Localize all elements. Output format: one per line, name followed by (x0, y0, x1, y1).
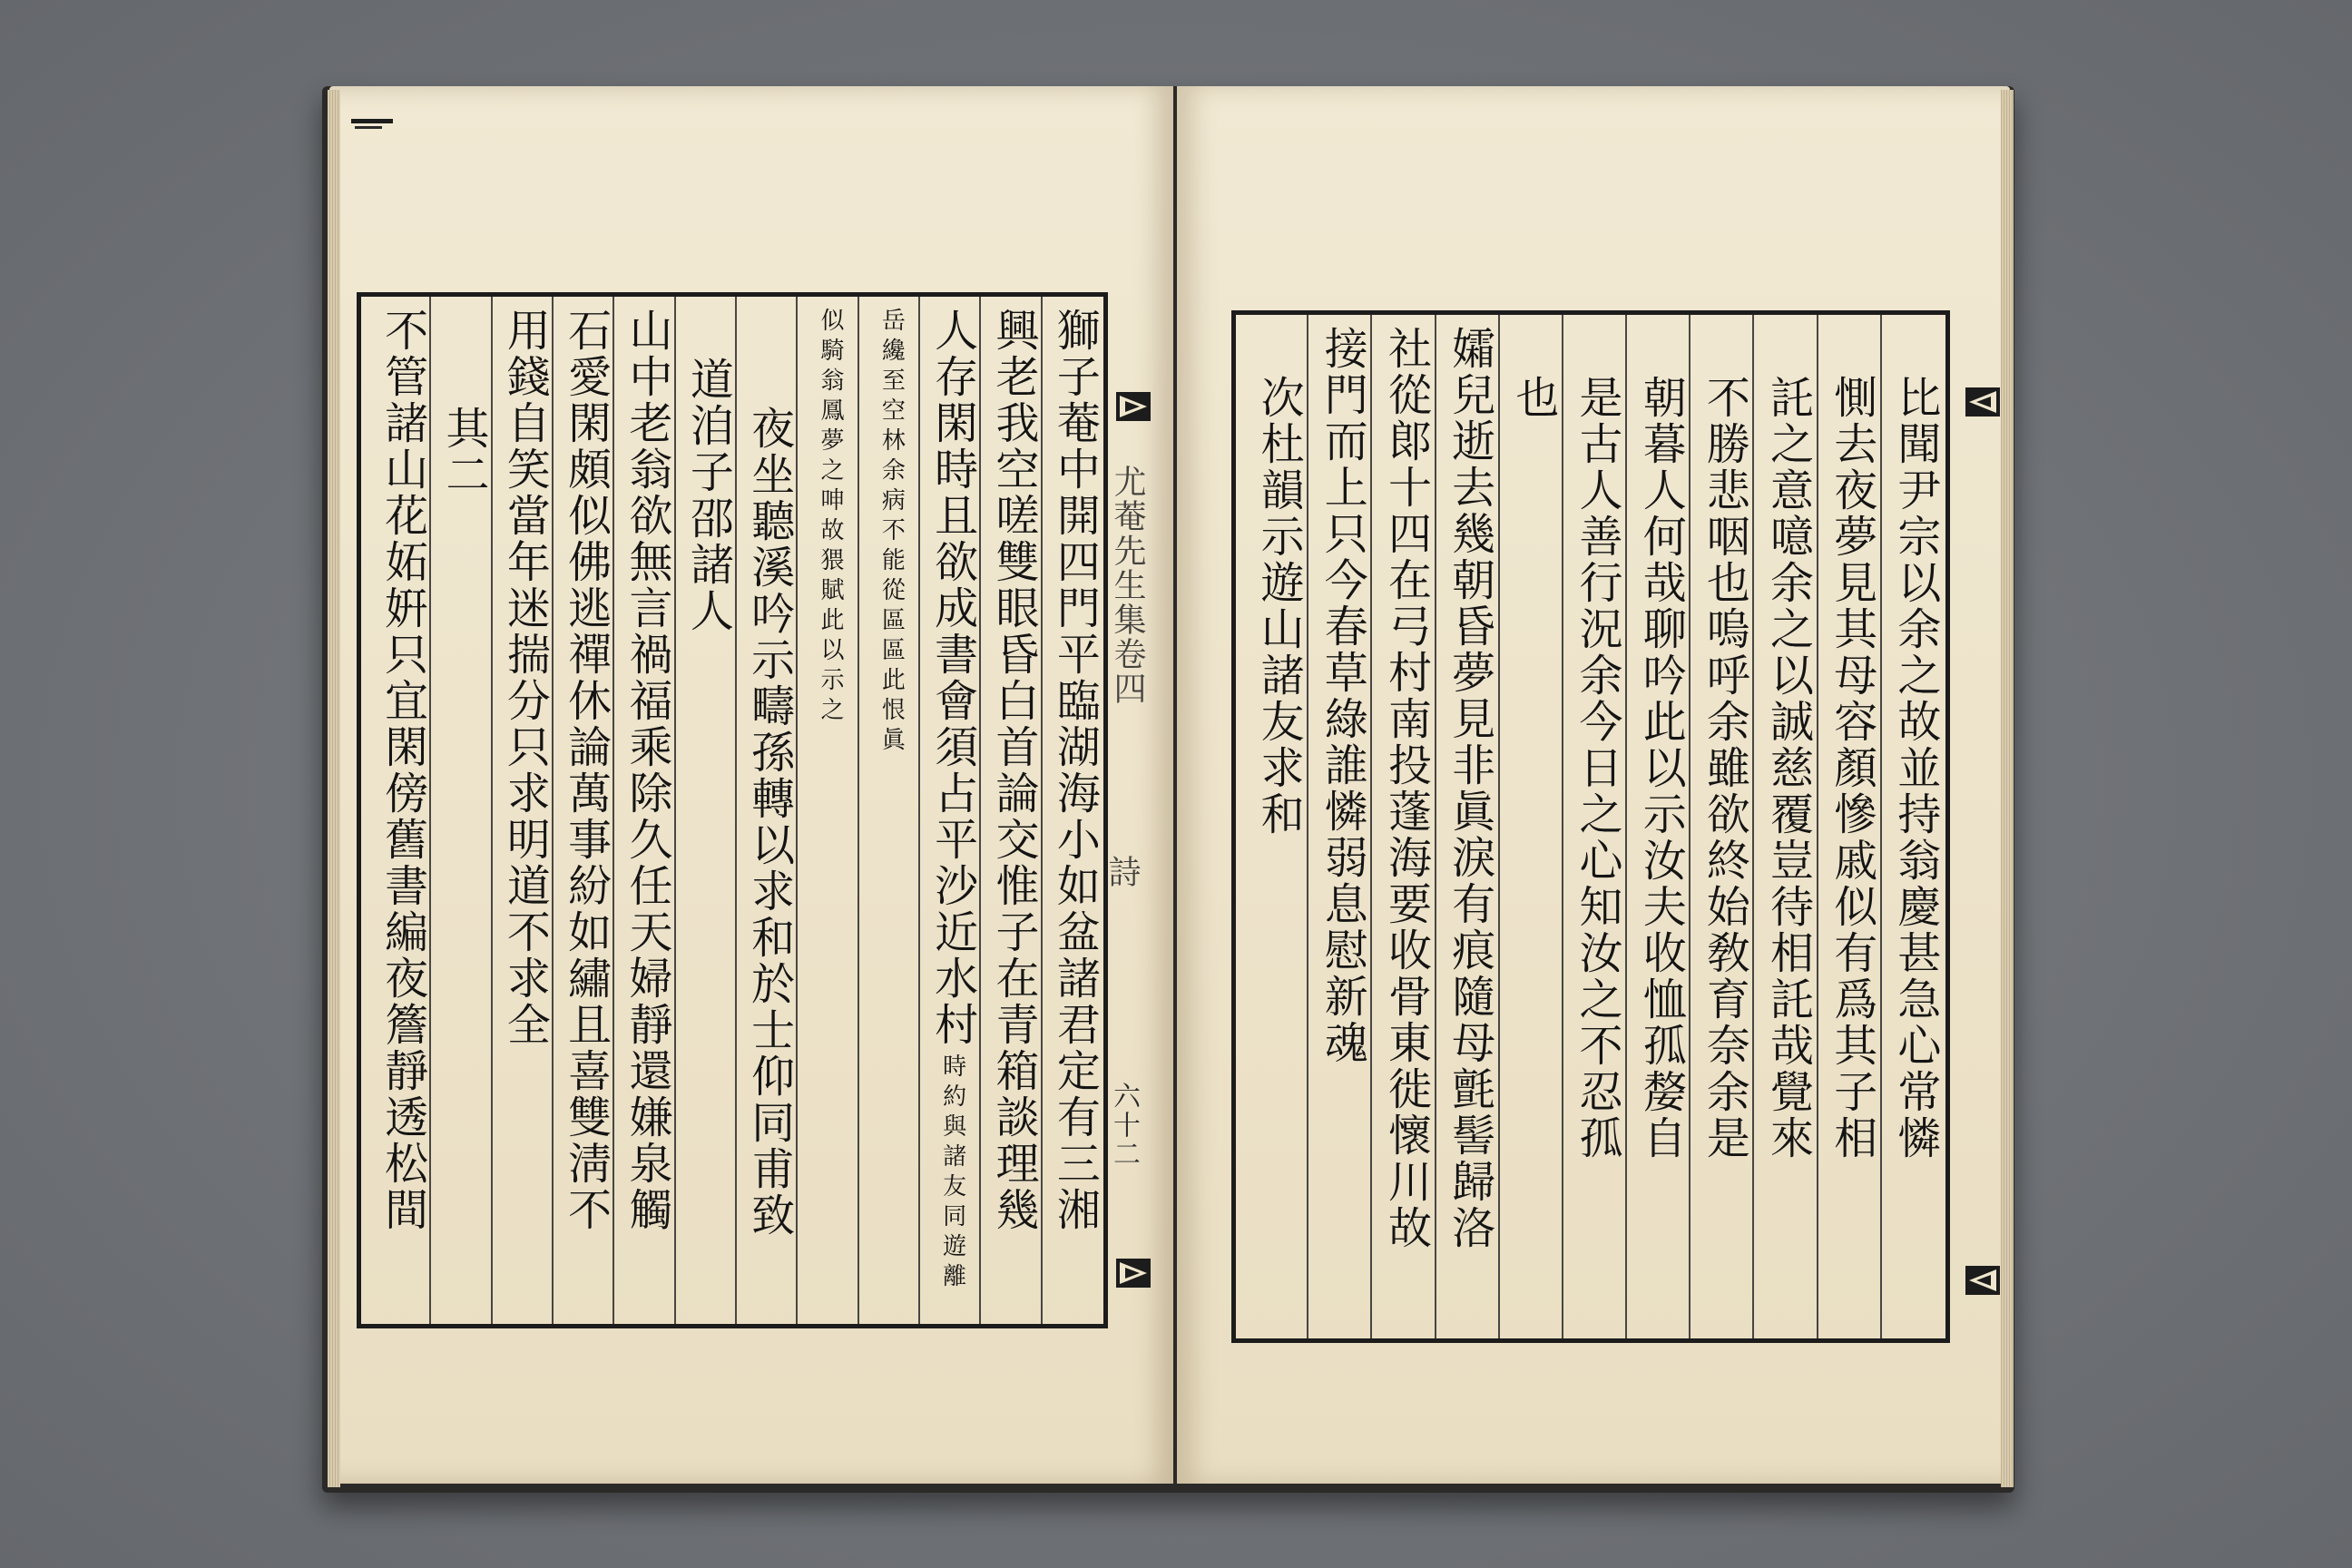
margin-section-label: 詩 (1103, 855, 1141, 889)
column-rule (1625, 315, 1627, 1338)
text-column: 人存閑時且欲成書會須占平沙近水村 (926, 308, 978, 1048)
text-column: 似騎翁鳳夢之呻故猥賦此以示之 (817, 308, 844, 727)
column-rule (552, 297, 554, 1324)
text-column: 也 (1507, 375, 1559, 421)
fishtail-bottom-icon (1965, 1266, 2000, 1295)
column-rule (1880, 315, 1882, 1338)
column-rule (674, 297, 676, 1324)
text-column: 社從郞十四在弓村南投蓬海要收骨東徙懷川故 (1380, 326, 1432, 1251)
fishtail-top-icon (1965, 387, 2000, 416)
column-rule (979, 297, 981, 1324)
text-column: 岳纔至空林余病不能從區區此恨眞 (877, 308, 906, 757)
text-column: 孀兒逝去幾朝昏夢見非眞淚有痕隨母氈髻歸洛 (1444, 326, 1495, 1251)
text-column: 獅子菴中開四門平臨湖海小如盆諸君定有三湘 (1049, 308, 1101, 1233)
text-column: 石愛閑頗似佛逃禪休論萬事紛如繡且喜雙淸不 (560, 308, 612, 1233)
column-rule (1752, 315, 1754, 1338)
text-column: 朝暮人何哉聊吟此以示汝夫收恤孤嫠自 (1635, 375, 1687, 1161)
text-column: 道洎子邵諸人 (682, 357, 734, 634)
column-rule (735, 297, 737, 1324)
text-column: 是古人善行況余今日之心知汝之不忍孤 (1572, 375, 1622, 1161)
text-column: 興老我空嗟雙眼昏白首論交惟子在青箱談理幾 (988, 308, 1039, 1233)
right-text-frame (1231, 310, 1950, 1343)
fishtail-top-icon (1116, 392, 1151, 421)
column-rule (429, 297, 431, 1324)
inline-note: 時約與諸友同遊離 (938, 1054, 966, 1293)
column-rule (1689, 315, 1690, 1338)
page-edge-right (2001, 90, 2014, 1487)
text-column: 用錢自笑當年迷揣分只求明道不求全 (499, 308, 551, 1048)
column-rule (1370, 315, 1372, 1338)
text-column: 託之意噫余之以誠慈覆豈待相託哉覺來 (1762, 375, 1814, 1161)
column-rule (1307, 315, 1308, 1338)
column-rule (1435, 315, 1436, 1338)
fishtail-bottom-icon (1116, 1259, 1151, 1288)
column-rule (491, 297, 493, 1324)
text-column: 不管諸山花妬姸只宜閑傍舊書編夜簷靜透松間 (377, 308, 428, 1233)
column-rule (1041, 297, 1043, 1324)
column-rule (612, 297, 614, 1324)
page-edge-left (328, 90, 340, 1487)
margin-book-title: 尤菴先生集卷四 (1109, 465, 1146, 706)
column-rule (1498, 315, 1500, 1338)
text-column: 其二 (438, 406, 489, 498)
text-column: 山中老翁欲無言禍福乘除久任天婦靜還嫌泉觸 (622, 308, 672, 1233)
column-rule (1817, 315, 1818, 1338)
text-column: 夜坐聽溪吟示疇孫轉以求和於士仰同甫致 (743, 406, 795, 1239)
left-page (329, 86, 1173, 1484)
column-rule (1562, 315, 1563, 1338)
right-page (1177, 86, 2010, 1484)
ink-mark (349, 112, 397, 135)
column-rule (918, 297, 920, 1324)
open-book (322, 86, 2014, 1493)
text-column: 比聞尹宗以余之故並持翁慶甚急心常憐 (1889, 375, 1941, 1161)
column-rule (858, 297, 859, 1324)
text-column: 不勝悲咽也嗚呼余雖欲終始敎育奈余是 (1699, 375, 1750, 1161)
page-number: 六十二 (1108, 1082, 1140, 1169)
left-text-frame (357, 292, 1146, 1328)
text-column: 次杜韻示遊山諸友求和 (1253, 375, 1305, 838)
column-rule (796, 297, 798, 1324)
text-column: 惻去夜夢見其母容顏慘戚似有爲其子相 (1826, 375, 1877, 1161)
text-column: 接門而上只今春草綠誰憐弱息慰新魂 (1317, 326, 1368, 1066)
